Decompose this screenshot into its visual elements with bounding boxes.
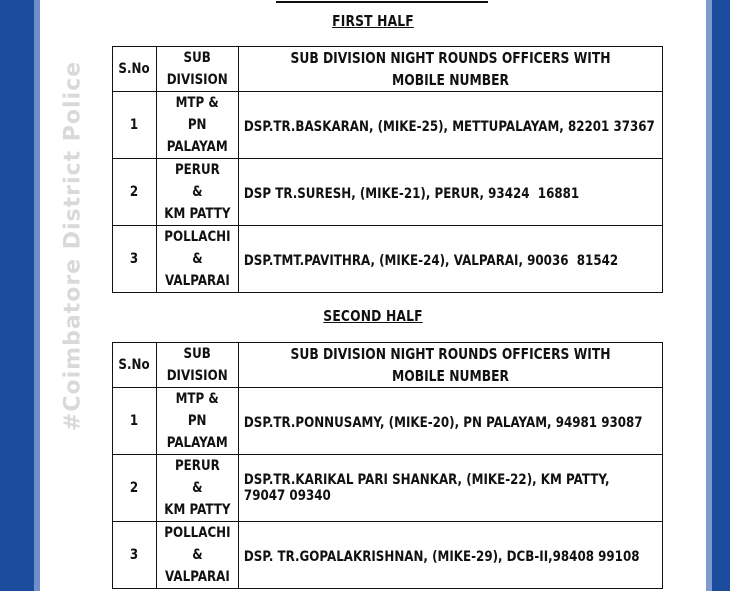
page-frame-right-inner	[706, 0, 712, 591]
table-row	[113, 455, 663, 522]
header-officers: SUB DIVISION NIGHT ROUNDS OFFICERS WITH MOBILE NUMBER	[239, 47, 663, 92]
header-officers: SUB DIVISION NIGHT ROUNDS OFFICERS WITH MOBILE NUMBER	[239, 343, 663, 388]
row-officer: DSP TR.SURESH, (MIKE-21), PERUR, 93424 16881	[239, 159, 663, 226]
row-sub-division: PERUR & KM PATTY	[157, 455, 239, 522]
first-half-table	[112, 46, 663, 293]
row-sub-division: POLLACHI & VALPARAI	[157, 522, 239, 589]
table-header-row	[113, 343, 663, 388]
page-frame-left	[0, 0, 34, 591]
page-frame-right	[712, 0, 730, 591]
row-sno: 1	[113, 92, 157, 159]
row-sno: 3	[113, 522, 157, 589]
row-sno: 3	[113, 226, 157, 293]
row-officer: DSP.TMT.PAVITHRA, (MIKE-24), VALPARAI, 90036 81542	[239, 226, 663, 293]
row-sub-division: POLLACHI & VALPARAI	[157, 226, 239, 293]
row-sno: 1	[113, 388, 157, 455]
header-sno: S.No	[113, 343, 157, 388]
row-sno: 2	[113, 455, 157, 522]
first-half-heading: FIRST HALF	[332, 12, 414, 30]
row-officer: DSP.TR.PONNUSAMY, (MIKE-20), PN PALAYAM, 94981 93087	[239, 388, 663, 455]
row-sub-division: MTP & PN PALAYAM	[157, 388, 239, 455]
table-header-row	[113, 47, 663, 92]
row-officer: DSP. TR.GOPALAKRISHNAN, (MIKE-29), DCB-II,98408 99108	[239, 522, 663, 589]
table-row	[113, 159, 663, 226]
row-officer: DSP.TR.KARIKAL PARI SHANKAR, (MIKE-22), KM PATTY, 79047 09340	[239, 455, 663, 522]
watermark-text: #Coimbatore District Police	[60, 60, 86, 432]
second-half-table	[112, 342, 663, 589]
header-sub-division: SUB DIVISION	[157, 47, 239, 92]
header-sub-division: SUB DIVISION	[157, 343, 239, 388]
row-sub-division: PERUR & KM PATTY	[157, 159, 239, 226]
row-sub-division: MTP & PN PALAYAM	[157, 92, 239, 159]
row-sno: 2	[113, 159, 157, 226]
table-row	[113, 226, 663, 293]
second-half-heading: SECOND HALF	[323, 307, 423, 325]
document-page	[40, 0, 706, 591]
header-sno: S.No	[113, 47, 157, 92]
title-underline-fragment	[276, 1, 488, 3]
table-row	[113, 92, 663, 159]
table-row	[113, 522, 663, 589]
row-officer: DSP.TR.BASKARAN, (MIKE-25), METTUPALAYAM, 82201 37367	[239, 92, 663, 159]
table-row	[113, 388, 663, 455]
